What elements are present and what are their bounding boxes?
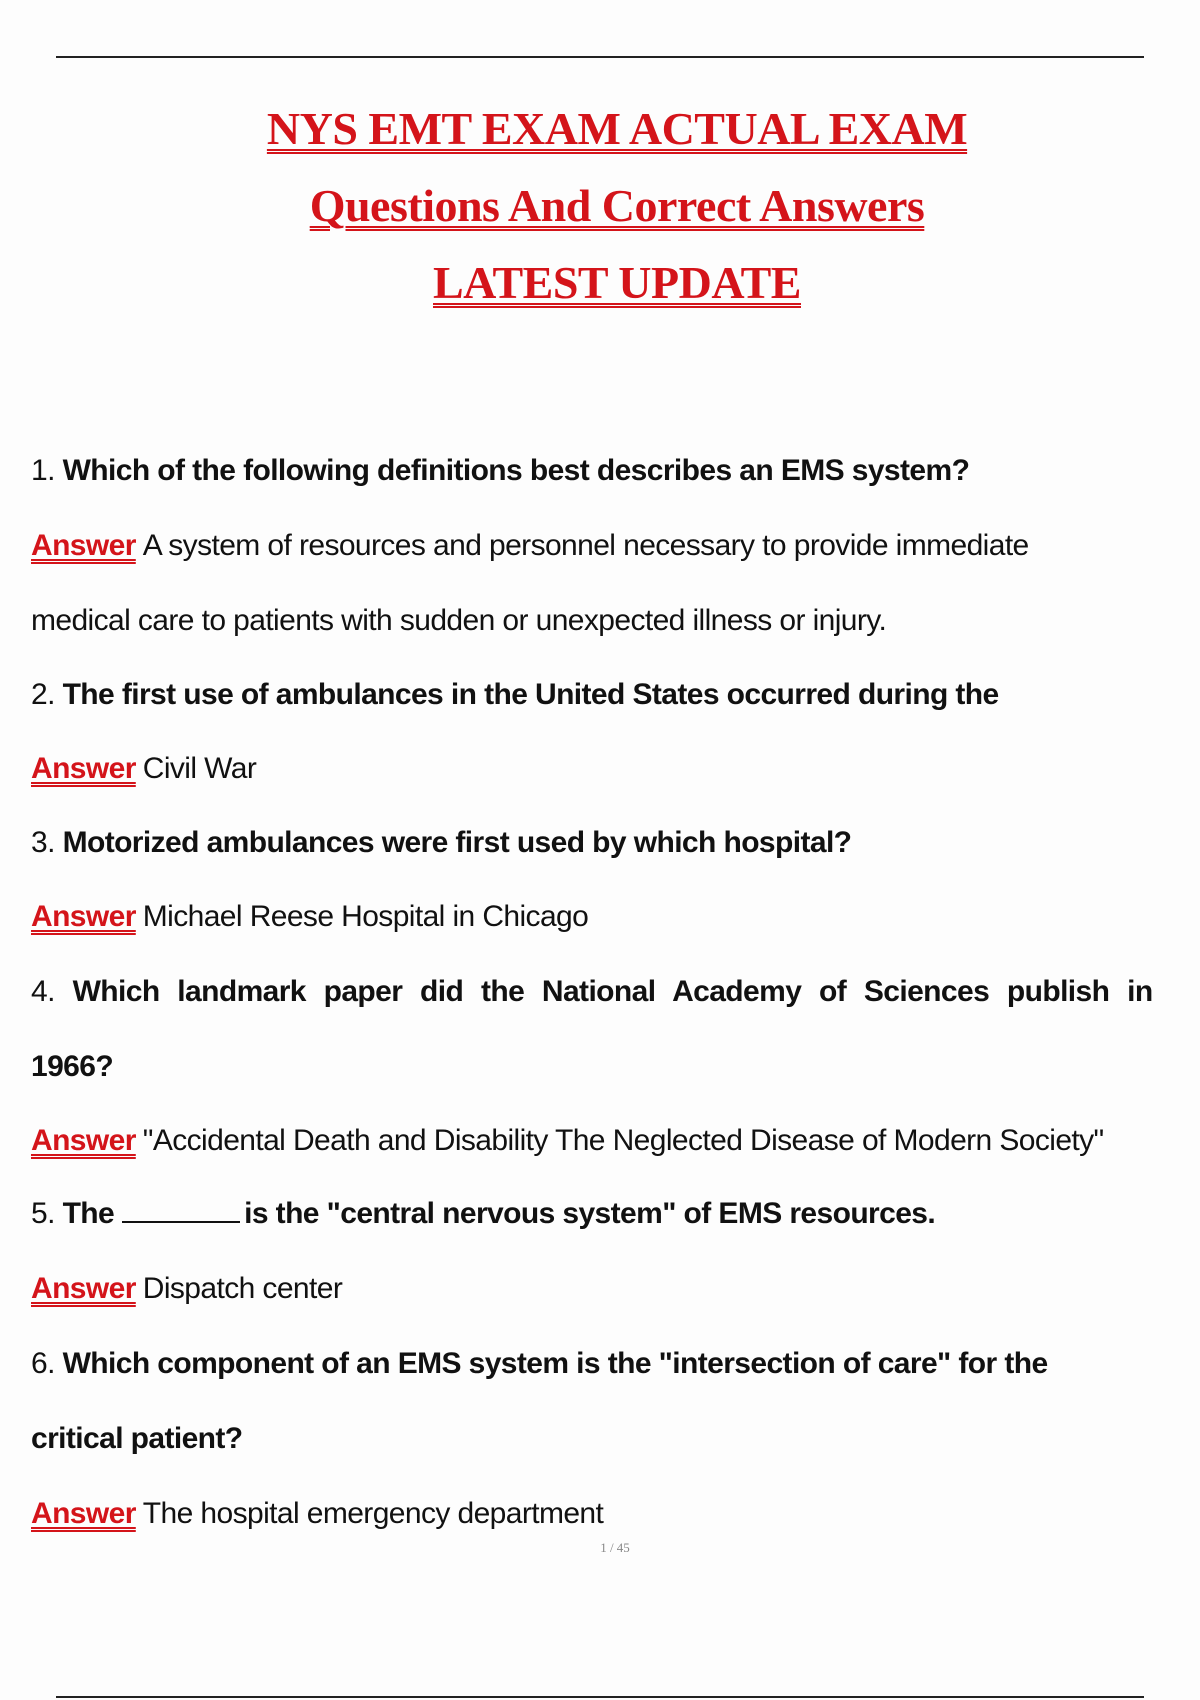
question-text: Which landmark paper did the National Academy of Sciences publish in xyxy=(72,975,1153,1008)
question-2 xyxy=(31,678,1200,712)
question-text: The first use of ambulances in the United States occurred during the xyxy=(62,678,999,711)
page-number: 1 / 45 xyxy=(600,1540,630,1555)
question-number: 4. xyxy=(31,975,55,1008)
answer-label: Answer xyxy=(31,529,136,562)
question-number: 3. xyxy=(31,826,55,859)
answer-label: Answer xyxy=(31,1124,136,1157)
question-text-end: is the "central nervous system" of EMS resources. xyxy=(244,1197,936,1230)
question-5 xyxy=(31,1197,1200,1231)
answer-text: Dispatch center xyxy=(142,1272,343,1305)
answer-6 xyxy=(31,1497,1200,1531)
answer-label: Answer xyxy=(31,1272,136,1305)
answer-label: Answer xyxy=(31,900,136,933)
top-rule xyxy=(56,56,1144,58)
title-line-1: NYS EMT EXAM ACTUAL EXAM xyxy=(266,103,968,154)
fill-in-blank xyxy=(122,1217,240,1223)
answer-text: A system of resources and personnel necessary to provide immediate xyxy=(142,529,1029,562)
answer-1-continued xyxy=(31,604,1200,638)
answer-text: medical care to patients with sudden or unexpected illness or injury. xyxy=(31,604,887,637)
answer-text: The hospital emergency department xyxy=(142,1497,604,1530)
question-text: Which component of an EMS system is the "intersection of care" for the xyxy=(62,1347,1048,1380)
question-4-continued xyxy=(31,1050,1200,1084)
answer-label: Answer xyxy=(31,752,136,785)
answer-5 xyxy=(31,1272,1200,1306)
title-line-2: Questions And Correct Answers xyxy=(309,180,925,231)
question-number: 6. xyxy=(31,1347,55,1380)
question-6 xyxy=(31,1347,1200,1381)
question-number: 1. xyxy=(31,454,55,487)
document-title xyxy=(0,103,1200,337)
answer-1 xyxy=(31,529,1200,563)
question-text: Motorized ambulances were first used by which hospital? xyxy=(62,826,852,859)
answer-text: Michael Reese Hospital in Chicago xyxy=(142,900,589,933)
question-number: 2. xyxy=(31,678,55,711)
question-text: 1966? xyxy=(31,1050,114,1083)
question-text: Which of the following definitions best describes an EMS system? xyxy=(62,454,970,487)
answer-text: Civil War xyxy=(142,752,257,785)
answer-4 xyxy=(31,1124,1200,1158)
answer-2 xyxy=(31,752,1200,786)
answer-label: Answer xyxy=(31,1497,136,1530)
answer-3 xyxy=(31,900,1200,934)
question-1 xyxy=(31,454,1200,488)
question-text-start: The xyxy=(62,1197,115,1230)
title-line-3: LATEST UPDATE xyxy=(433,257,801,308)
bottom-rule xyxy=(56,1696,1144,1698)
question-number: 5. xyxy=(31,1197,55,1230)
answer-text: "Accidental Death and Disability The Neglected Disease of Modern Society" xyxy=(142,1124,1104,1157)
question-text: critical patient? xyxy=(31,1422,243,1455)
question-6-continued xyxy=(31,1422,1200,1456)
question-4 xyxy=(31,975,1200,1009)
question-3 xyxy=(31,826,1200,860)
